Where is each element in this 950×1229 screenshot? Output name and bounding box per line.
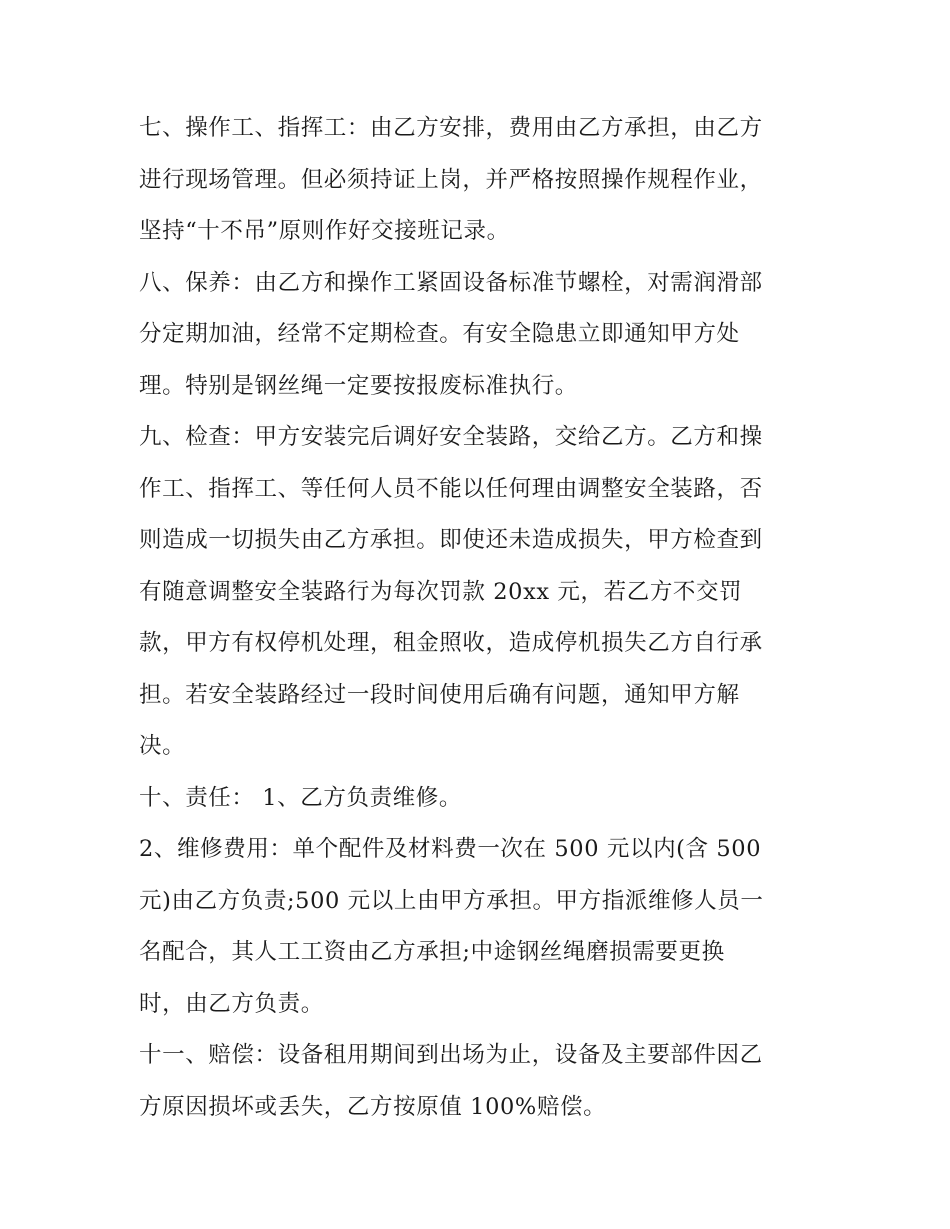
document-body	[139, 103, 839, 1133]
text-line: 作工、指挥工、等任何人员不能以任何理由调整安全装路，否	[139, 475, 763, 502]
text-line: 决。	[139, 733, 186, 759]
text-line: 元)由乙方负责;500 元以上由甲方承担。甲方指派维修人员一	[139, 887, 764, 914]
text-line: 方原因损坏或丢失，乙方按原值 100%赔偿。	[139, 1093, 607, 1120]
text-line: 理。特别是钢丝绳一定要按报废标准执行。	[139, 372, 578, 399]
text-line: 九、检查：甲方安装完后调好安全装路，交给乙方。乙方和操	[139, 424, 763, 450]
text-line: 则造成一切损失由乙方承担。即使还未造成损失，甲方检查到	[139, 527, 763, 553]
text-line: 分定期加油，经常不定期检查。有安全隐患立即通知甲方处	[139, 321, 740, 347]
text-line: 担。若安全装路经过一段时间使用后确有问题，通知甲方解	[139, 681, 740, 708]
text-line: 十、责任： 1、乙方负责维修。	[139, 784, 462, 811]
text-line: 坚持“十不吊”原则作好交接班记录。	[139, 218, 510, 244]
text-line: 时，由乙方负责。	[139, 990, 324, 1017]
text-line: 2、维修费用：单个配件及材料费一次在 500 元以内(含 500	[139, 836, 762, 862]
text-line: 十一、赔偿：设备租用期间到出场为止，设备及主要部件因乙	[139, 1042, 763, 1068]
text-line: 名配合，其人工工资由乙方承担;中途钢丝绳磨损需要更换	[139, 939, 725, 965]
text-line: 八、保养：由乙方和操作工紧固设备标准节螺栓，对需润滑部	[139, 269, 763, 296]
text-line: 款，甲方有权停机处理，租金照收，造成停机损失乙方自行承	[139, 630, 763, 656]
text-line: 七、操作工、指挥工：由乙方安排，费用由乙方承担，由乙方	[139, 115, 763, 141]
text-line: 有随意调整安全装路行为每次罚款 20xx 元，若乙方不交罚	[139, 578, 743, 605]
text-line: 进行现场管理。但必须持证上岗，并严格按照操作规程作业，	[139, 166, 763, 193]
